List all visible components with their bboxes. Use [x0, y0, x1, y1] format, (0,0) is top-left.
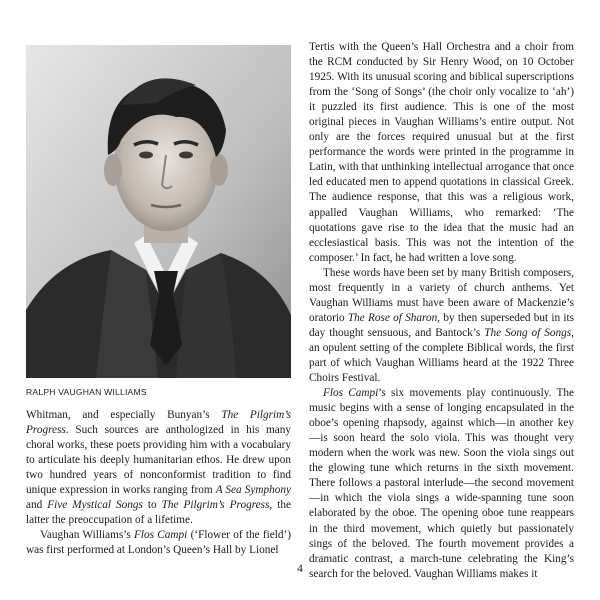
italic-title-text: The Rose of Sharon: [347, 311, 438, 324]
paragraph: [309, 266, 574, 386]
body-text-run: ’s six movements play continuously. The music begins with a sense of longing encapsulated in the oboe’s opening rhapsody, against which—in another key—is soon heard the solo viola. This was thought very modern when the work was new. Soon the viola sings out the glowing tune which returns in the sixth movement. There follows a pastoral interlude—the second movement—in which the viola sings a wide-spanning tune soon elaborated by the oboe. The opening oboe tune reappears in the third movement, which quietly but passionately sings of the beloved. The fourth movement provides a dramatic contrast, a march-tune celebrating the King’s search for the beloved. Vaughan Williams makes it: [309, 387, 574, 580]
body-text-run: . Such sources are anthologized in his many choral works, these poets providing him with a vocabulary to articulate his deeply humanitarian ethos. He drew upon two hundred years of nonconformist tradition to find unique expression in works ranging from: [26, 424, 291, 497]
italic-title-text: The Pilgrim’s Progress: [26, 409, 291, 437]
paragraph: [26, 528, 291, 558]
left-text-column: [26, 408, 291, 558]
body-text-run: and: [26, 499, 48, 512]
composer-portrait-photo: [26, 45, 291, 378]
photo-caption: RALPH VAUGHAN WILLIAMS: [26, 387, 147, 397]
paragraph: [26, 408, 291, 528]
body-text-run: , the latter the preoccupation of a lifetime.: [26, 499, 291, 527]
italic-title-text: Flos Campi: [134, 529, 188, 542]
paragraph: [309, 386, 574, 582]
italic-title-text: The Song of Songs: [484, 326, 572, 339]
italic-title-text: Flos Campi: [323, 387, 379, 400]
italic-title-text: Five Mystical Songs: [47, 499, 143, 512]
italic-title-text: The Pilgrim’s Progress: [161, 499, 270, 512]
body-text-run: (‘Flower of the field’) was first performed at London’s Queen’s Hall by Lionel: [26, 529, 291, 557]
body-text-run: to: [142, 499, 162, 512]
right-text-column: [309, 40, 574, 582]
body-text-run: , an opulent setting of the complete Biblical words, the first part of which Vaughan Williams heard at the 1922 Three Choirs Festival.: [309, 326, 574, 385]
portrait-image: [26, 45, 291, 378]
body-text-run: Vaughan Williams’s: [40, 529, 135, 542]
body-text-run: These words have been set by many British composers, most frequently in a variety of church anthems. Yet Vaughan Williams must have been aware of Mackenzie’s oratorio: [309, 266, 574, 324]
italic-title-text: A Sea Symphony: [215, 484, 291, 497]
body-text-run: Whitman, and especially Bunyan’s: [26, 409, 222, 421]
page-number: 4: [297, 563, 303, 575]
paragraph: [309, 40, 574, 266]
body-text-run: Tertis with the Queen’s Hall Orchestra and a choir from the RCM conducted by Sir Henry Wood, on 10 October 1925. With its unusual scoring and biblical superscriptions from the ‘Song of Songs’ (the choir only vocalize to ‘ah’) it puzzled its first audience. This is one of the most original pieces in Vaughan Williams’s entire output. Not only are the forces required unusual but at the first performance the words were printed in the programme in Latin, with that unthinking intellectual arrogance that once led educated men to append quotations in classical Greek. The audience response, that this was a religious work, appalled Vaughan Williams, who remarked: ‘The quotations gave rise to the idea that the music had an ecclesiastical basis. This was not the intention of the composer.’ In fact, he had written a love song.: [309, 41, 574, 264]
body-text-run: , by then superseded but in its day thought sensuous, and Bantock’s: [309, 311, 574, 339]
